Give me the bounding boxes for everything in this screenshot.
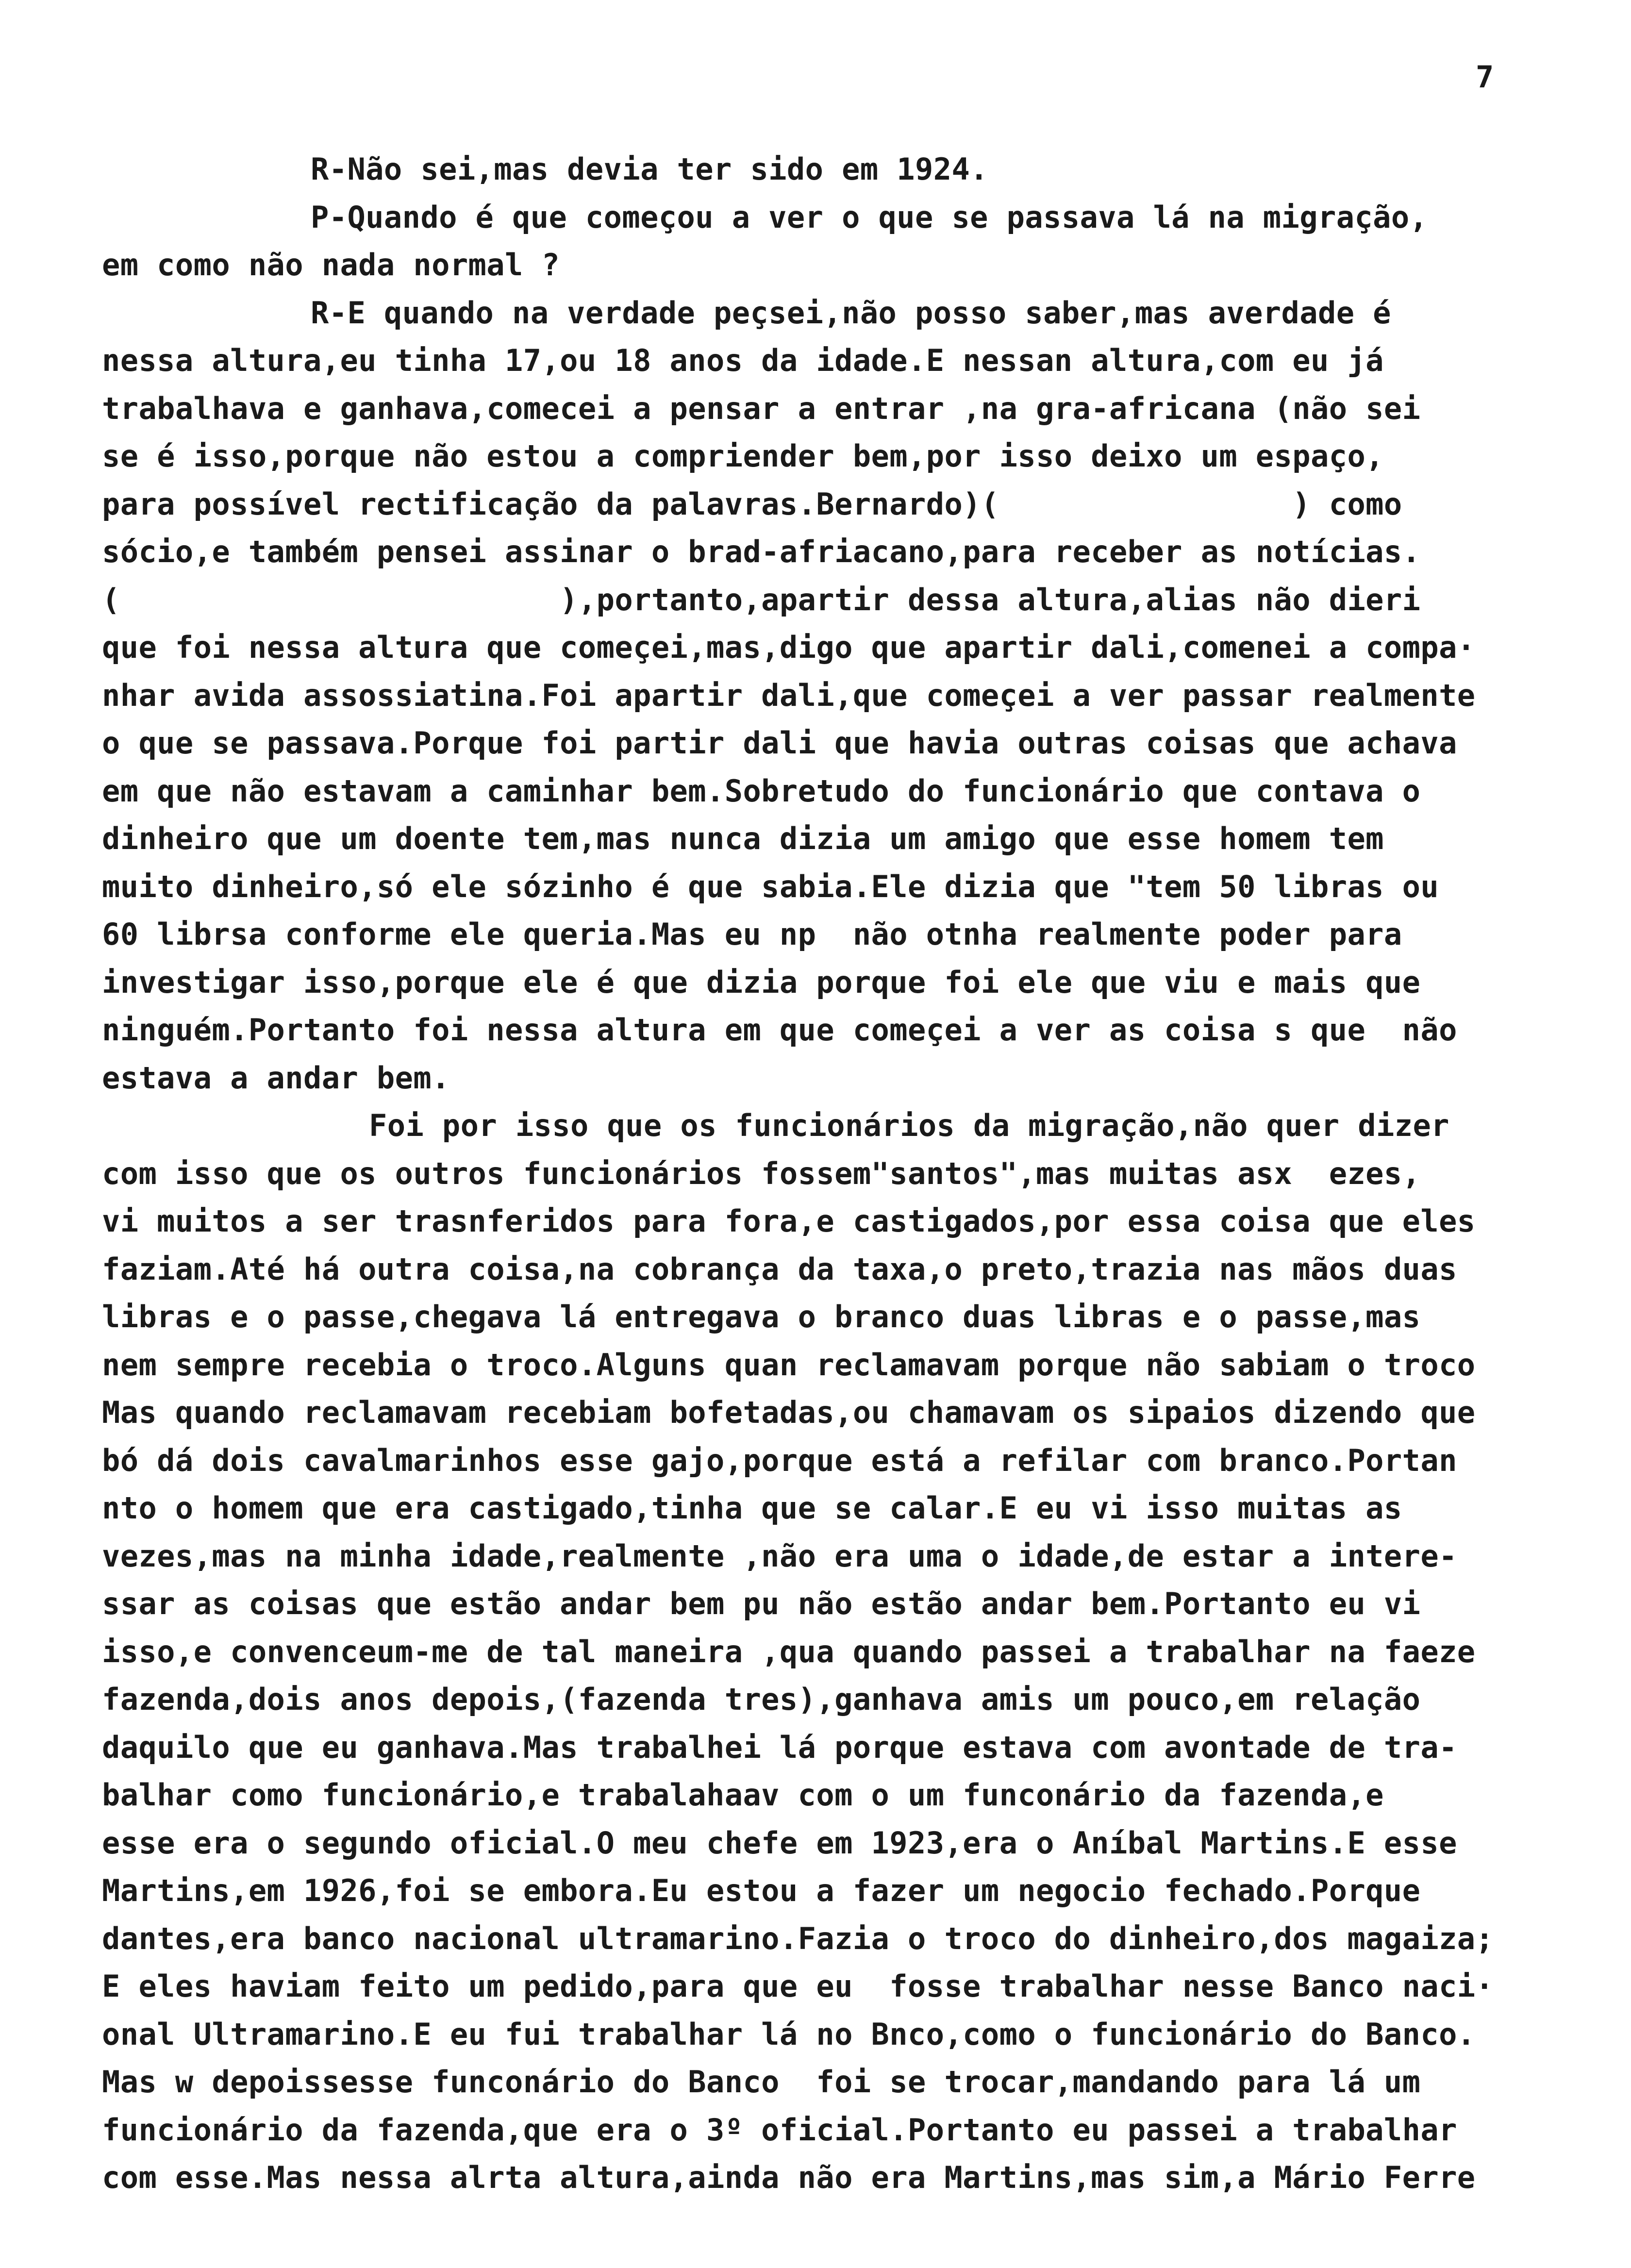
page-number: 7 bbox=[1476, 59, 1494, 95]
document-body bbox=[102, 146, 1558, 2202]
text-line: esse era o segundo oficial.O meu chefe em 1923,era o Aníbal Martins.E esse bbox=[102, 1825, 1457, 1861]
text-line: dinheiro que um doente tem,mas nunca dizia um amigo que esse homem tem bbox=[102, 821, 1384, 856]
text-line: ninguém.Portanto foi nessa altura em que começei a ver as coisa s que não bbox=[102, 1012, 1457, 1048]
text-line: nto o homem que era castigado,tinha que se calar.E eu vi isso muitas as bbox=[102, 1490, 1402, 1526]
text-line: o que se passava.Porque foi partir dali que havia outras coisas que achava bbox=[102, 725, 1457, 761]
text-line: E eles haviam feito um pedido,para que eu fosse trabalhar nesse Banco naci· bbox=[102, 1968, 1494, 2004]
text-line: P-Quando é que começou a ver o que se passava lá na migração, bbox=[311, 199, 1428, 235]
text-line: que foi nessa altura que começei,mas,digo que apartir dali,comenei a compa· bbox=[102, 630, 1476, 665]
paragraph bbox=[102, 194, 1558, 289]
paragraph bbox=[102, 146, 1558, 194]
text-line: isso,e convenceum-me de tal maneira ,qua quando passei a trabalhar na faeze bbox=[102, 1634, 1476, 1669]
text-line: vezes,mas na minha idade,realmente ,não era uma o idade,de estar a intere- bbox=[102, 1538, 1457, 1574]
text-line: nhar avida assossiatina.Foi apartir dali,que começei a ver passar realmente bbox=[102, 677, 1476, 713]
text-line: nem sempre recebia o troco.Alguns quan reclamavam porque não sabiam o troco bbox=[102, 1347, 1476, 1383]
text-line: funcionário da fazenda,que era o 3º oficial.Portanto eu passei a trabalhar bbox=[102, 2112, 1457, 2148]
text-line: Mas w depoissesse funconário do Banco foi se trocar,mandando para lá um bbox=[102, 2064, 1421, 2100]
text-line: R-Não sei,mas devia ter sido em 1924. bbox=[311, 151, 988, 187]
text-line: libras e o passe,chegava lá entregava o branco duas libras e o passe,mas bbox=[102, 1299, 1421, 1334]
text-line: estava a andar bem. bbox=[102, 1060, 450, 1096]
text-line: em que não estavam a caminhar bem.Sobretudo do funcionário que contava o bbox=[102, 773, 1421, 809]
text-line: para possível rectificação da palavras.Bernardo)( ) como bbox=[102, 486, 1402, 522]
text-line: se é isso,porque não estou a compriender bem,por isso deixo um espaço, bbox=[102, 438, 1384, 474]
text-line: Mas quando reclamavam recebiam bofetadas,ou chamavam os sipaios dizendo que bbox=[102, 1395, 1476, 1430]
text-line: vi muitos a ser trasnferidos para fora,e castigados,por essa coisa que eles bbox=[102, 1203, 1476, 1239]
text-line: Foi por isso que os funcionários da migração,não quer dizer bbox=[369, 1108, 1449, 1143]
text-line: trabalhava e ganhava,comecei a pensar a entrar ,na gra-africana (não sei bbox=[102, 390, 1421, 426]
paragraph bbox=[102, 289, 1558, 1102]
text-line: ssar as coisas que estão andar bem pu não estão andar bem.Portanto eu vi bbox=[102, 1586, 1421, 1621]
text-line: em como não nada normal ? bbox=[102, 247, 560, 283]
text-line: onal Ultramarino.E eu fui trabalhar lá no Bnco,como o funcionário do Banco. bbox=[102, 2016, 1476, 2052]
text-line: 60 librsa conforme ele queria.Mas eu np não otnha realmente poder para bbox=[102, 917, 1402, 952]
text-line: com isso que os outros funcionários fossem"santos",mas muitas asx ezes, bbox=[102, 1155, 1421, 1191]
text-line: R-E quando na verdade peçsei,não posso saber,mas averdade é bbox=[311, 295, 1391, 331]
text-line: com esse.Mas nessa alrta altura,ainda não era Martins,mas sim,a Mário Ferre bbox=[102, 2160, 1476, 2195]
text-line: sócio,e também pensei assinar o brad-afriacano,para receber as notícias. bbox=[102, 534, 1421, 569]
text-line: bó dá dois cavalmarinhos esse gajo,porque está a refilar com branco.Portan bbox=[102, 1442, 1457, 1478]
text-line: muito dinheiro,só ele sózinho é que sabia.Ele dizia que "tem 50 libras ou bbox=[102, 868, 1439, 904]
text-line: ( ),portanto,apartir dessa altura,alias não dieri bbox=[102, 582, 1421, 617]
text-line: fazenda,dois anos depois,(fazenda tres),ganhava amis um pouco,em relação bbox=[102, 1682, 1421, 1717]
text-line: balhar como funcionário,e trabalahaav com o um funconário da fazenda,e bbox=[102, 1777, 1384, 1813]
text-line: investigar isso,porque ele é que dizia porque foi ele que viu e mais que bbox=[102, 964, 1421, 1000]
text-line: Martins,em 1926,foi se embora.Eu estou a fazer um negocio fechado.Porque bbox=[102, 1873, 1421, 1908]
text-line: faziam.Até há outra coisa,na cobrança da taxa,o preto,trazia nas mãos duas bbox=[102, 1251, 1457, 1287]
paragraph bbox=[102, 1102, 1558, 2202]
text-line: dantes,era banco nacional ultramarino.Fazia o troco do dinheiro,dos magaiza; bbox=[102, 1920, 1494, 1956]
text-line: daquilo que eu ganhava.Mas trabalhei lá porque estava com avontade de tra- bbox=[102, 1729, 1457, 1765]
text-line: nessa altura,eu tinha 17,ou 18 anos da idade.E nessan altura,com eu já bbox=[102, 343, 1384, 378]
